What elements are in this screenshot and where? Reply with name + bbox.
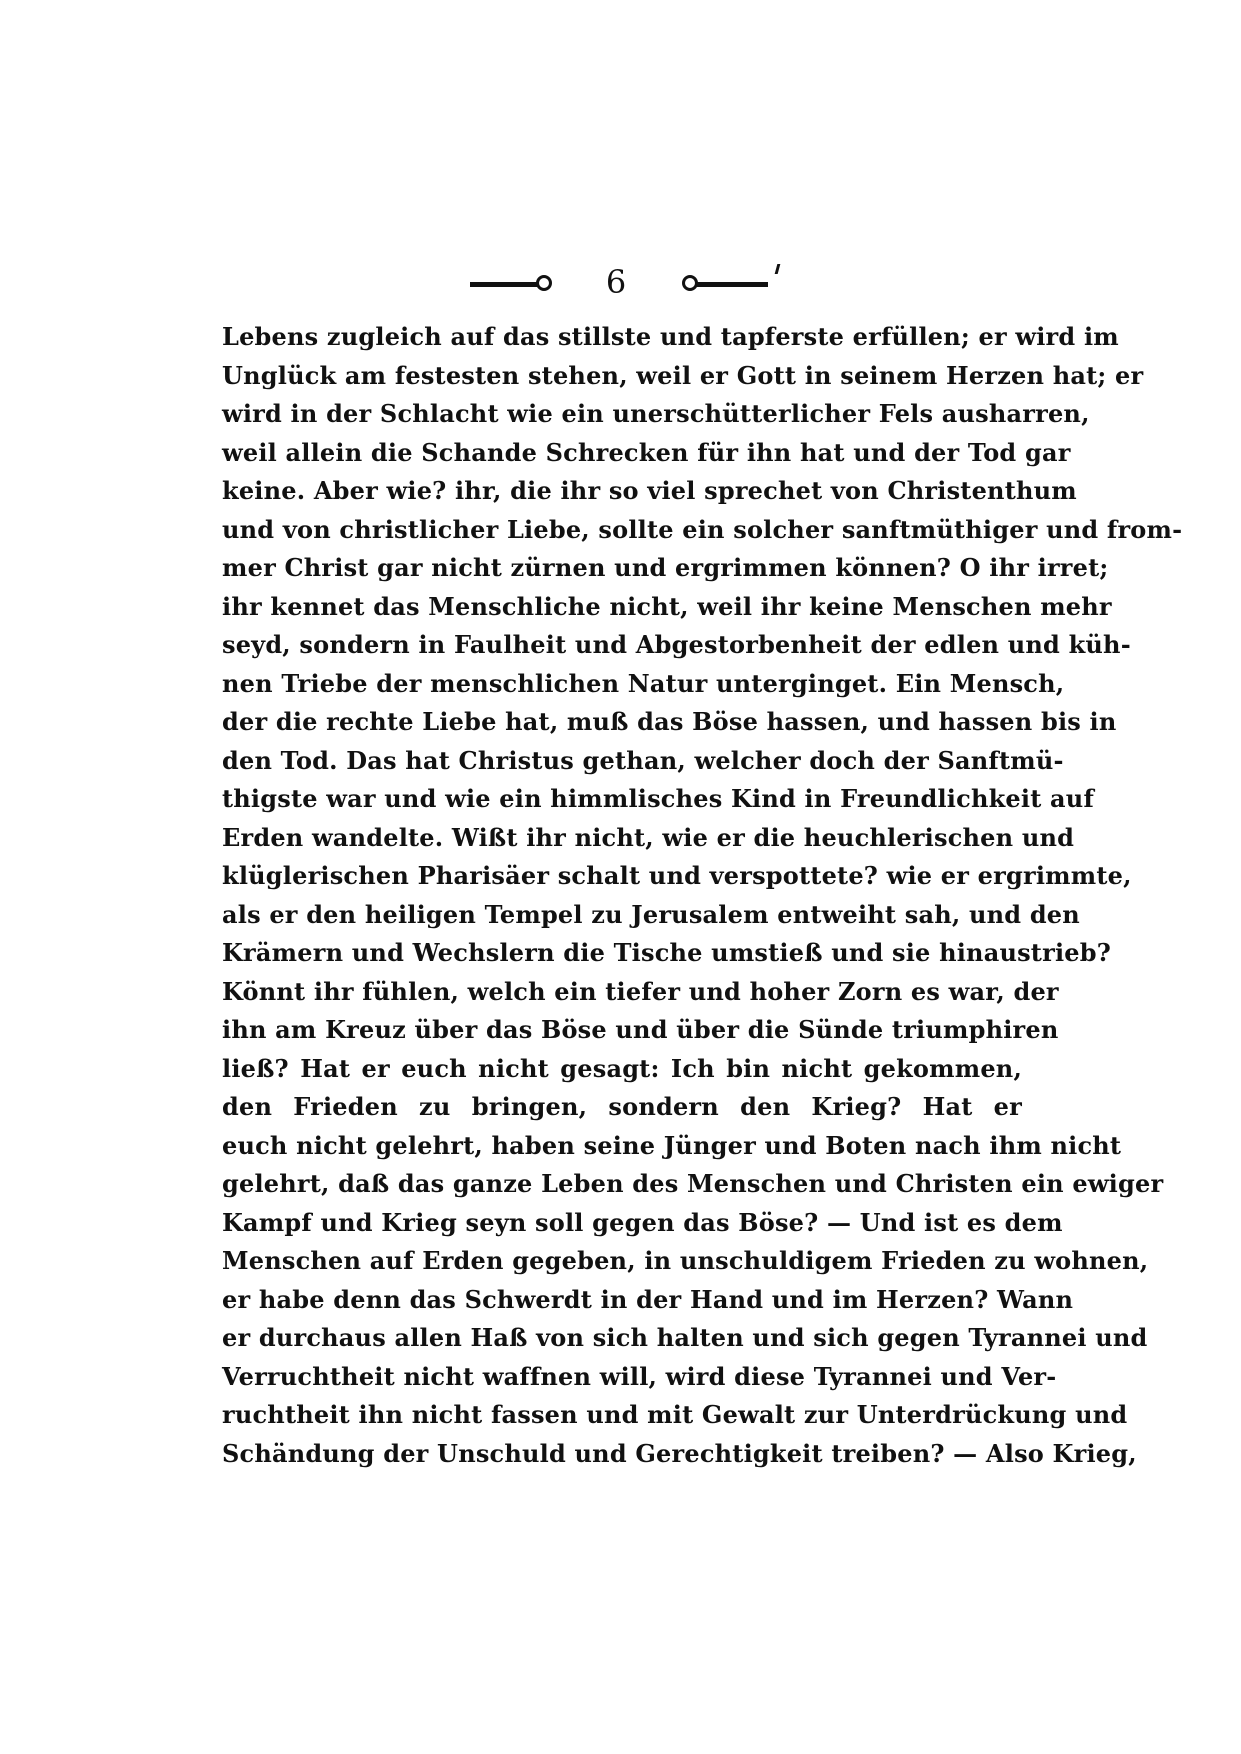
text-line: ihr kennet das Menschliche nicht, weil ihr keine Menschen mehr	[222, 591, 1112, 621]
text-line: Schändung der Unschuld und Gerechtigkeit treiben? — Also Krieg,	[222, 1438, 1137, 1468]
text-line: keine. Aber wie? ihr, die ihr so viel sprechet von Christenthum	[222, 476, 1077, 505]
text-line: Lebens zugleich auf das stillste und tapferste erfüllen; er wird im	[222, 322, 1119, 351]
text-line: thigste war und wie ein himmlisches Kind in Freundlichkeit auf	[222, 784, 1094, 813]
text-line: Verruchtheit nicht waffnen will, wird diese Tyrannei und Ver-	[222, 1361, 1057, 1391]
text-line: ihn am Kreuz über das Böse und über die Sünde triumphiren	[222, 1015, 1059, 1044]
text-line: ließ? Hat er euch nicht gesagt: Ich bin nicht gekommen,	[222, 1053, 1022, 1083]
text-line: er durchaus allen Haß von sich halten und sich gegen Tyrannei und	[222, 1323, 1148, 1352]
page-header	[0, 262, 1241, 302]
text-line: und von christlicher Liebe, sollte ein solcher sanftmüthiger und from-	[222, 514, 1183, 544]
text-line: Erden wandelte. Wißt ihr nicht, wie er die heuchlerischen und	[222, 822, 1075, 852]
text-line: Menschen auf Erden gegeben, in unschuldigem Frieden zu wohnen,	[222, 1246, 1149, 1275]
text-line: ruchtheit ihn nicht fassen und mit Gewalt zur Unterdrückung und	[222, 1400, 1128, 1429]
text-line: den Frieden zu bringen, sondern den Krieg? Hat er	[222, 1092, 1022, 1121]
text-line: gelehrt, daß das ganze Leben des Menschen und Christen ein ewiger	[222, 1169, 1164, 1198]
text-line: den Tod. Das hat Christus gethan, welcher doch der Sanftmü-	[222, 745, 1064, 775]
ornament-tick	[775, 264, 781, 274]
text-line: euch nicht gelehrt, haben seine Jünger und Boten nach ihm nicht	[222, 1130, 1122, 1160]
text-line: Krämern und Wechslern die Tische umstieß und sie hinaustrieb?	[222, 938, 1111, 967]
ornament-rule-left	[470, 282, 540, 287]
text-line: nen Triebe der menschlichen Natur unterginget. Ein Mensch,	[222, 668, 1065, 698]
ornament-rule-right	[696, 282, 768, 287]
text-line: Unglück am festesten stehen, weil er Gott in seinem Herzen hat; er	[222, 360, 1144, 390]
text-line: seyd, sondern in Faulheit und Abgestorbenheit der edlen und küh-	[222, 630, 1131, 659]
text-line: weil allein die Schande Schrecken für ihn hat und der Tod gar	[222, 437, 1071, 467]
text-line: wird in der Schlacht wie ein unerschütterlicher Fels ausharren,	[222, 399, 1090, 428]
page-number: 6	[605, 263, 627, 301]
text-line: mer Christ gar nicht zürnen und ergrimmen können? O ihr irret;	[222, 553, 1109, 582]
text-line: er habe denn das Schwerdt in der Hand und im Herzen? Wann	[222, 1284, 1074, 1314]
text-line: Könnt ihr fühlen, welch ein tiefer und hoher Zorn es war, der	[222, 976, 1059, 1006]
text-line: der die rechte Liebe hat, muß das Böse hassen, und hassen bis in	[222, 707, 1117, 736]
text-line: Kampf und Krieg seyn soll gegen das Böse? — Und ist es dem	[222, 1207, 1063, 1237]
text-line: klüglerischen Pharisäer schalt und verspottete? wie er ergrimmte,	[222, 861, 1132, 890]
ornament-ring-left	[536, 275, 552, 291]
text-line: als er den heiligen Tempel zu Jerusalem entweiht sah, und den	[222, 899, 1080, 929]
body-text	[222, 318, 1183, 1473]
